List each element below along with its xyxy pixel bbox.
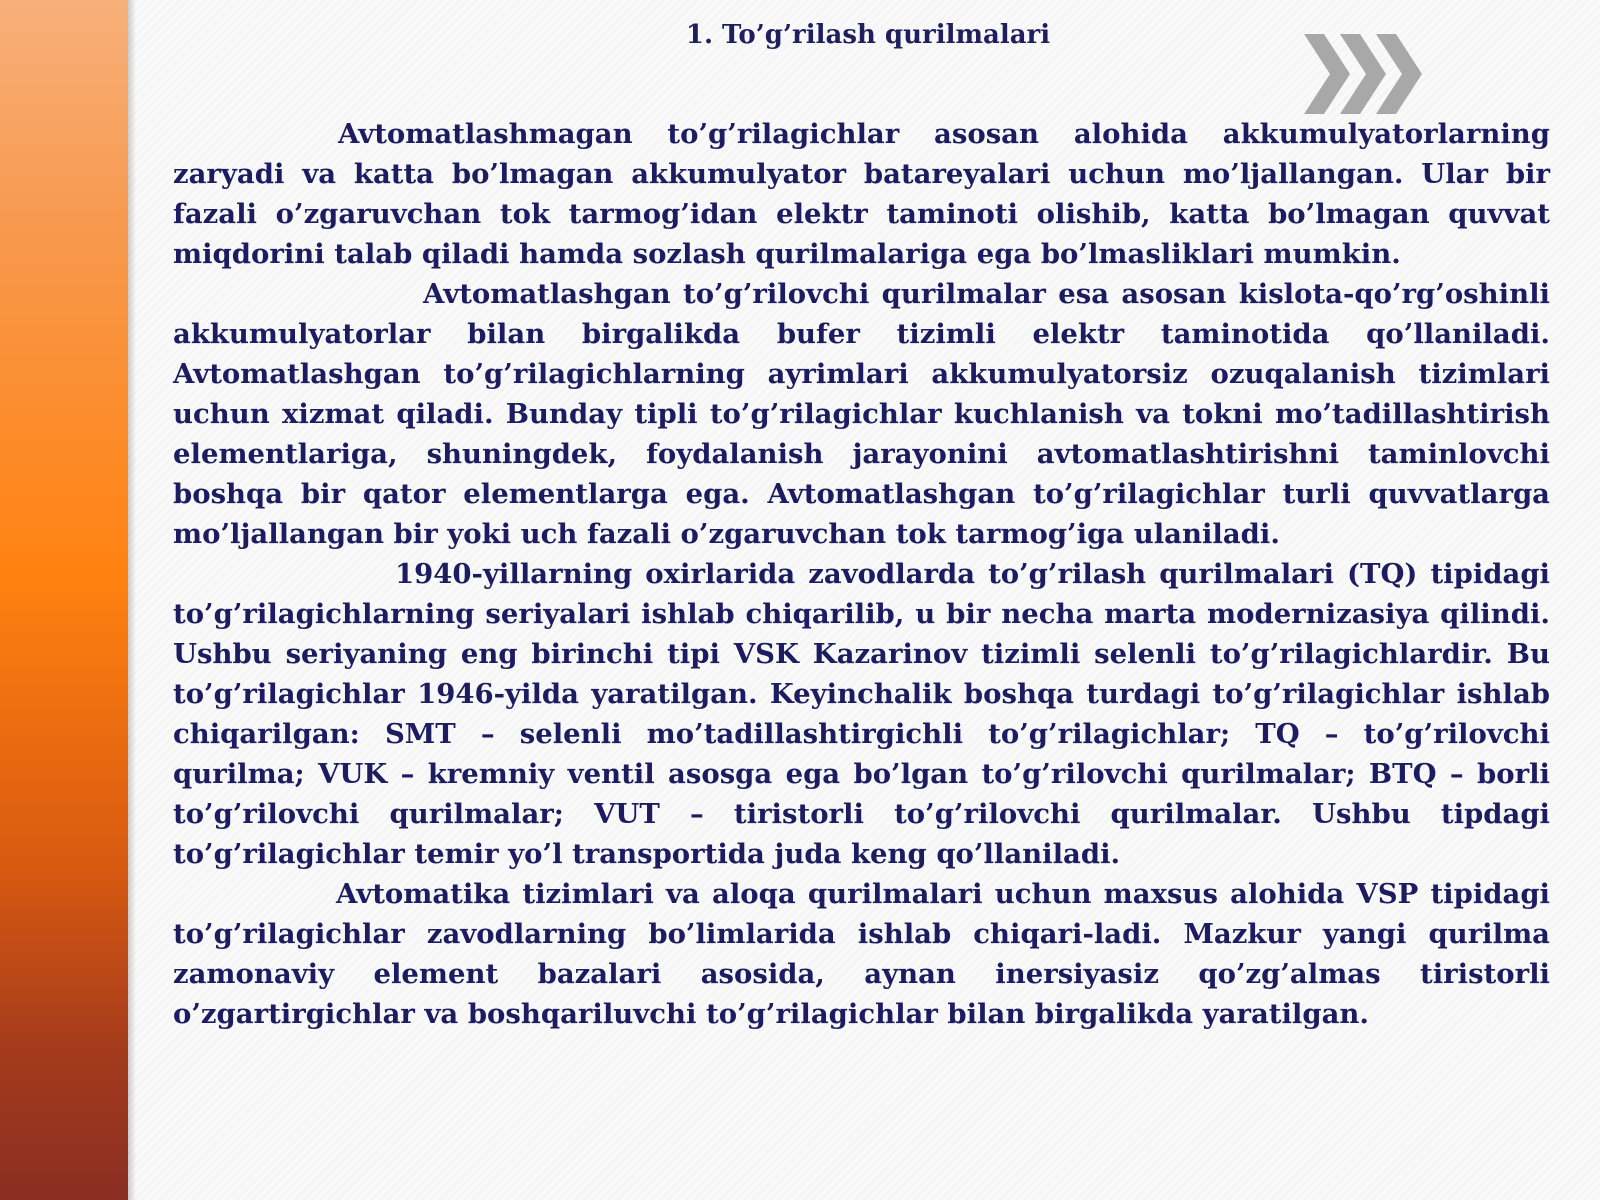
paragraph-2: Avtomatlashgan to’g’rilovchi qurilmalar esa asosan kislota-qo’rg’oshinli akkumulyatorlar bilan birgalikda bufer tizimli elektr taminotida qo’llaniladi. Avtomatlashgan to’g’rilagichlarning ayrimlari akkumulyatorsiz ozuqalanish tizimlari uchun xizmat qiladi. Bunday tipli to’g’rilagichlar kuchlanish va tokni mo’tadillashtirish elementlariga, shuningdek, foydalanish jarayonini avtomatlashtirishni taminlovchi boshqa bir qator elementlarga ega. Avtomatlashgan to’g’rilagichlar turli quvvatlarga mo’ljallangan bir yoki uch fazali o’zgaruvchan tok tarmog’iga ulaniladi.	[173, 278, 1550, 550]
page-title: 1. To’g’rilash qurilmalari	[685, 20, 1051, 50]
document-body	[173, 114, 1550, 1034]
paragraph-1: Avtomatlashmagan to’g’rilagichlar asosan alohida akkumulyatorlarning zaryadi va katta bo’lmagan akkumulyator batareyalari uchun mo’ljallangan. Ular bir fazali o’zgaruvchan tok tarmog’idan elektr taminoti olishib, katta bo’lmagan quvvat miqdorini talab qiladi hamda sozlash qurilmalariga ega bo’lmasliklari mumkin.	[173, 118, 1550, 270]
orange-side-bar	[0, 0, 128, 1200]
paragraph-3: 1940-yillarning oxirlarida zavodlarda to’g’rilash qurilmalari (TQ) tipidagi to’g’rilagichlarning seriyalari ishlab chiqarilib, u bir necha marta modernizasiya qilindi. Ushbu seriyaning eng birinchi tipi VSK Kazarinov tizimli selenli to’g’rilagichlardir. Bu to’g’rilagichlar 1946-yilda yaratilgan. Keyinchalik boshqa turdagi to’g’rilagichlar ishlab chiqarilgan: SMT – selenli mo’tadillashtirgichli to’g’rilagichlar; TQ – to’g’rilovchi qurilma; VUK – kremniy ventil asosga ega bo’lgan to’g’rilovchi qurilmalar; BTQ – borli to’g’rilovchi qurilmalar; VUT – tiristorli to’g’rilovchi qurilmalar. Ushbu tipdagi to’g’rilagichlar temir yo’l transportida juda keng qo’llaniladi.	[173, 558, 1550, 870]
paragraph-4: Avtomatika tizimlari va aloqa qurilmalari uchun maxsus alohida VSP tipidagi to’g’rilagichlar zavodlarning bo’limlarida ishlab chiqari-ladi. Mazkur yangi qurilma zamonaviy element bazalari asosida, aynan inersiyasiz qo’zg’almas tiristorli o’zgartirgichlar va boshqariluvchi to’g’rilagichlar bilan birgalikda yaratilgan.	[173, 878, 1550, 1030]
side-bar-shadow	[128, 0, 136, 1200]
